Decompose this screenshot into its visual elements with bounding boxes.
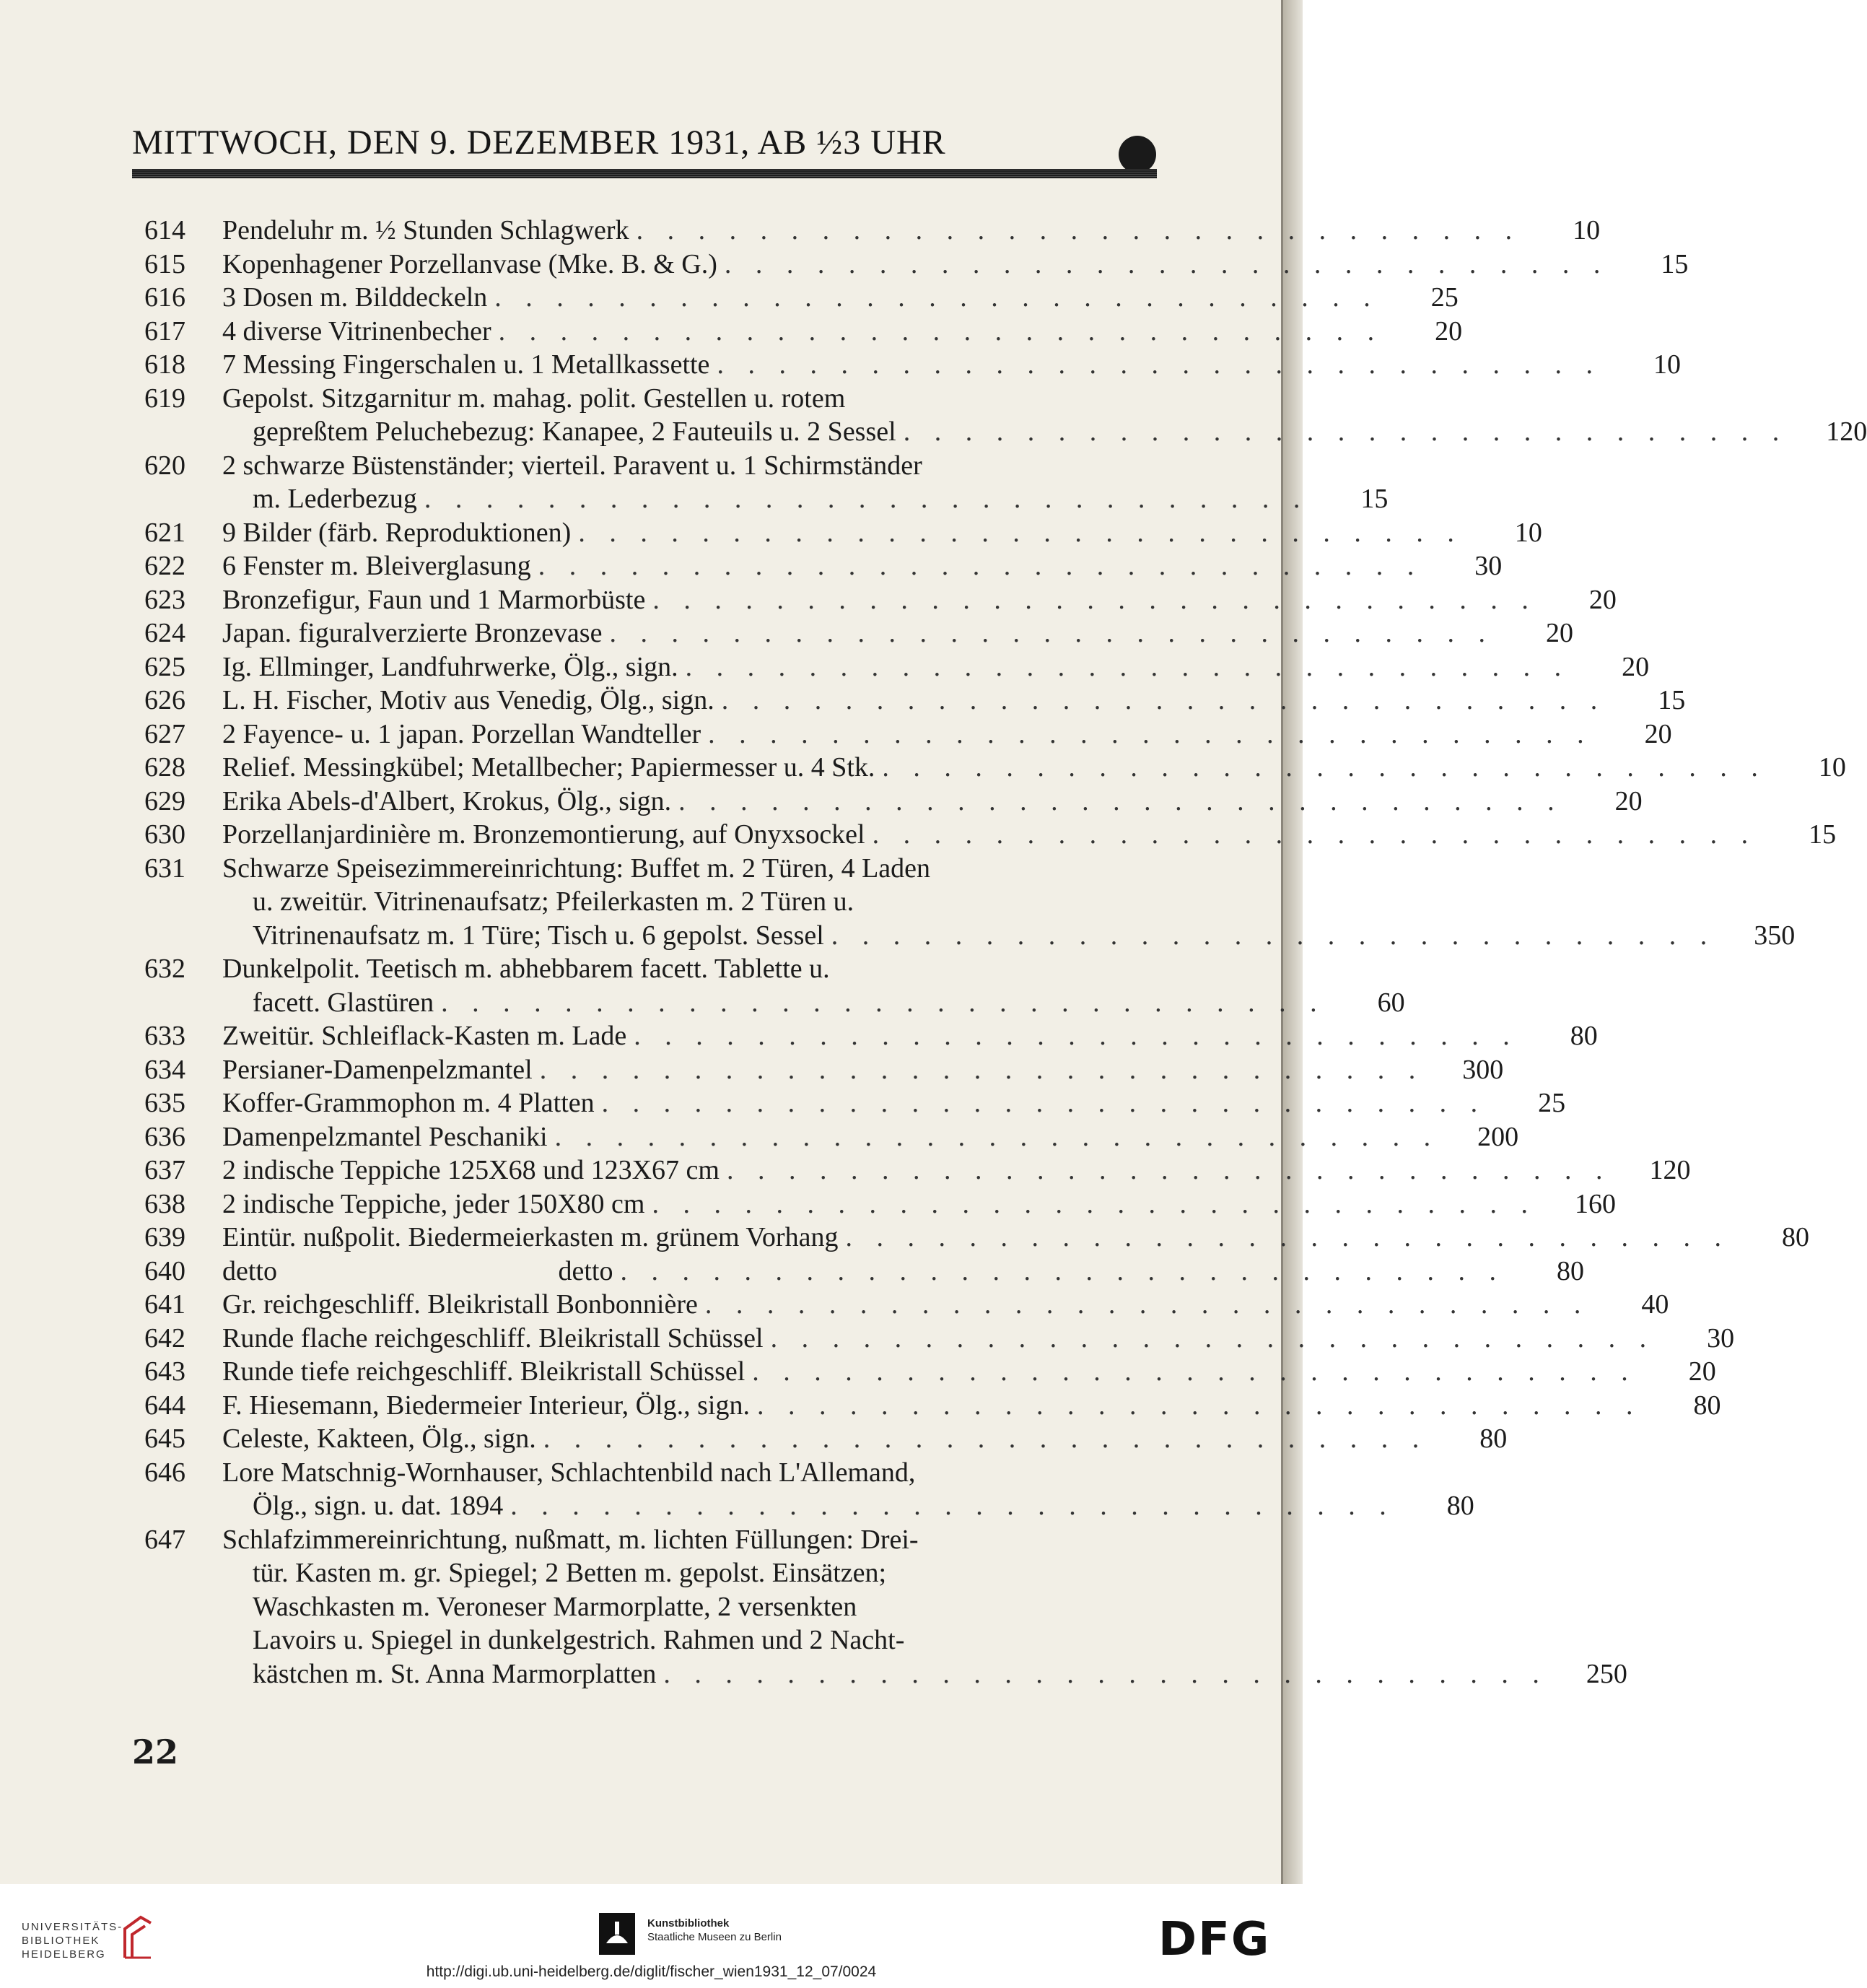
dot-leader: . . . . . . . . . . . . . . . . . . . . . . . . . . . . . [663, 1658, 1548, 1689]
lot-description [222, 818, 1837, 852]
lot-number: 629 [144, 785, 185, 816]
lot-number: 641 [144, 1289, 185, 1320]
lot-row [144, 1288, 1669, 1322]
lot-description-line: Bronzefigur, Faun und 1 Marmorbüste [222, 584, 646, 615]
dot-leader: . . . . . . . . . . . . . . . . . . . . . . . . . . . . . [543, 1424, 1428, 1454]
lot-description [222, 248, 1689, 282]
lot-number: 615 [144, 248, 185, 279]
lot-price: 80 [1570, 1021, 1598, 1051]
lot-price: 20 [1644, 718, 1672, 749]
dot-leader: . . . . . . . . . . . . . . . . . . . . . . . . . . . . . [494, 282, 1379, 313]
lot-description-line: 3 Dosen m. Bilddeckeln [222, 282, 488, 313]
dot-leader: . . . . . . . . . . . . . . . . . . . . . . . . . . . . . [538, 551, 1423, 581]
header-ornament-icon [1119, 136, 1156, 173]
lot-description-last-line [222, 785, 1643, 819]
dot-leader: . . . . . . . . . . . . . . . . . . . . . . . . . . . . . [756, 1390, 1642, 1421]
dot-leader: . . . . . . . . . . . . . . . . . . . . . . . . . . . . . [652, 584, 1537, 615]
kunstbibliothek-logo-icon [599, 1913, 635, 1955]
lot-description-last-line [222, 516, 1542, 550]
lot-number: 642 [144, 1322, 185, 1353]
lot-row [144, 1389, 1721, 1423]
lot-number: 625 [144, 651, 185, 682]
dot-leader: . . . . . . . . . . . . . . . . . . . . . . . . . . . . . [872, 819, 1757, 850]
lot-price: 120 [1826, 417, 1867, 447]
lot-description [222, 1187, 1616, 1221]
lot-row [144, 248, 1689, 282]
lot-description [222, 1019, 1598, 1053]
lot-number: 646 [144, 1457, 185, 1488]
lot-number: 634 [144, 1054, 185, 1085]
lot-row [144, 516, 1542, 550]
lot-row [144, 1086, 1566, 1120]
lot-price: 350 [1754, 920, 1796, 951]
lot-description [222, 751, 1846, 785]
lot-description-line: 2 schwarze Büstenständer; vierteil. Paravent u. 1 Schirmständer [222, 450, 922, 481]
lot-description [222, 214, 1601, 248]
dot-leader: . . . . . . . . . . . . . . . . . . . . . . . . . . . . . [724, 248, 1609, 279]
lot-description-last-line [222, 1086, 1566, 1120]
lot-description-line: Pendeluhr m. ½ Stunden Schlagwerk [222, 215, 629, 245]
lot-number: 644 [144, 1390, 185, 1421]
lot-number: 616 [144, 282, 185, 313]
lot-description-line: Runde flache reichgeschliff. Bleikristall Schüssel [222, 1322, 764, 1353]
dot-leader: . . . . . . . . . . . . . . . . . . . . . . . . . . . . . [634, 1021, 1518, 1051]
lot-price: 25 [1538, 1088, 1566, 1118]
lot-price: 20 [1545, 618, 1573, 648]
lot-row [144, 1355, 1716, 1389]
lot-description-line: Eintür. nußpolit. Biedermeierkasten m. grünem Vorhang [222, 1222, 839, 1252]
lot-row [144, 315, 1463, 349]
lot-description-line: 2 Fayence- u. 1 japan. Porzellan Wandteller [222, 718, 701, 749]
lot-number: 618 [144, 349, 185, 380]
lot-number: 621 [144, 517, 185, 548]
lot-price: 15 [1360, 484, 1389, 514]
lot-row [144, 1456, 1474, 1523]
lot-number: 635 [144, 1088, 185, 1118]
dot-leader: . . . . . . . . . . . . . . . . . . . . . . . . . . . . . [554, 1121, 1440, 1152]
lot-description [222, 785, 1643, 819]
lot-price: 80 [1693, 1390, 1721, 1421]
lot-description-last-line [222, 1154, 1691, 1187]
lot-price: 30 [1707, 1322, 1735, 1353]
dot-leader: . . . . . . . . . . . . . . . . . . . . . . . . . . . . . [601, 1088, 1487, 1118]
lot-description [222, 684, 1686, 718]
kunstbibliothek-logo-text[interactable] [647, 1917, 782, 1944]
lot-description [222, 315, 1463, 349]
lot-row [144, 1422, 1508, 1456]
lot-number: 645 [144, 1424, 185, 1454]
page-header: MITTWOCH, DEN 9. DEZEMBER 1931, AB ½3 UHR [132, 123, 946, 162]
university-line: BIBLIOTHEK [22, 1935, 100, 1947]
lot-description-line: 2 indische Teppiche, jeder 150X80 cm [222, 1188, 645, 1219]
lot-description-last-line [222, 1322, 1735, 1356]
lot-description [222, 1053, 1504, 1087]
lot-description-line: Vitrinenaufsatz m. 1 Türe; Tisch u. 6 gepolst. Sessel [253, 920, 824, 951]
dot-leader: . . . . . . . . . . . . . . . . . . . . . . . . . . . . . [831, 920, 1716, 951]
lot-description [222, 1523, 1627, 1691]
lot-number: 620 [144, 450, 185, 481]
lot-description-last-line [222, 986, 1405, 1020]
lot-description-line: Gr. reichgeschliff. Bleikristall Bonbonnière [222, 1289, 698, 1320]
dot-leader: . . . . . . . . . . . . . . . . . . . . . . . . . . . . . [704, 1289, 1590, 1320]
lot-description [222, 1422, 1508, 1456]
lot-description [222, 1355, 1716, 1389]
lot-description [222, 1456, 1474, 1523]
lot-description [222, 718, 1672, 751]
dot-leader: . . . . . . . . . . . . . . . . . . . . . . . . . . . . . [882, 752, 1767, 782]
university-logo-icon [119, 1913, 155, 1963]
lot-price: 20 [1614, 785, 1643, 816]
lot-description [222, 516, 1542, 550]
lot-description-last-line [222, 315, 1463, 349]
lot-price: 20 [1588, 584, 1617, 615]
lot-row [144, 382, 1867, 449]
lot-description-line: Runde tiefe reichgeschliff. Bleikristall Schüssel [222, 1356, 746, 1387]
dot-leader: . . . . . . . . . . . . . . . . . . . . . . . . . . . . . [652, 1188, 1536, 1219]
lot-description-last-line [222, 1288, 1669, 1322]
lot-description-last-line [222, 919, 1796, 953]
source-url[interactable]: http://digi.ub.uni-heidelberg.de/diglit/fischer_wien1931_12_07/0024 [426, 1963, 877, 1980]
lot-description-line: Lavoirs u. Spiegel in dunkelgestrich. Rahmen und 2 Nacht- [253, 1625, 905, 1655]
lot-number: 637 [144, 1155, 185, 1185]
lot-row [144, 684, 1686, 718]
lot-description-line: tür. Kasten m. gr. Spiegel; 2 Betten m. gepolst. Einsätzen; [253, 1558, 887, 1588]
lot-number: 643 [144, 1356, 185, 1387]
lot-row [144, 214, 1601, 248]
lot-description-last-line [222, 1221, 1809, 1255]
dot-leader: . . . . . . . . . . . . . . . . . . . . . . . . . . . . . [510, 1491, 1395, 1521]
lot-row [144, 549, 1503, 583]
lot-description [222, 449, 1389, 516]
lot-row [144, 818, 1837, 852]
lot-price: 20 [1435, 315, 1463, 346]
lot-description [222, 348, 1681, 382]
lot-price: 300 [1462, 1054, 1504, 1085]
lot-description-line: Celeste, Kakteen, Ölg., sign. [222, 1424, 536, 1454]
lot-price: 80 [1781, 1222, 1809, 1252]
kunstbibliothek-title: Kunstbibliothek [647, 1917, 730, 1930]
lot-price: 160 [1574, 1188, 1616, 1219]
university-logo-text[interactable] [22, 1920, 123, 1961]
lot-number: 617 [144, 315, 185, 346]
lot-description-last-line [222, 650, 1650, 684]
dot-leader: . . . . . . . . . . . . . . . . . . . . . . . . . . . . . [441, 987, 1326, 1018]
lot-description-line: Porzellanjardinière m. Bronzemontierung, auf Onyxsockel [222, 819, 865, 850]
lot-description-line: Japan. figuralverzierte Bronzevase [222, 618, 603, 648]
lot-row [144, 616, 1573, 650]
lot-row [144, 1523, 1627, 1691]
lot-description-line: 4 diverse Vitrinenbecher [222, 315, 491, 346]
lot-price: 15 [1809, 819, 1837, 850]
lot-description-line: Schwarze Speisezimmereinrichtung: Buffet m. 2 Türen, 4 Laden [222, 853, 931, 884]
lot-row [144, 348, 1681, 382]
lot-row [144, 1221, 1809, 1255]
lot-description-line: kästchen m. St. Anna Marmorplatten [253, 1658, 657, 1689]
lot-description-last-line [222, 1422, 1508, 1456]
dot-leader: . . . . . . . . . . . . . . . . . . . . . . . . . . . . . [717, 349, 1601, 380]
lot-description-last-line [222, 583, 1617, 617]
dot-leader: . . . . . . . . . . . . . . . . . . . . . . . . . . . . . [620, 1255, 1505, 1286]
header-rule [132, 169, 1157, 178]
dot-leader: . . . . . . . . . . . . . . . . . . . . . . . . . . . . . [903, 417, 1788, 447]
lot-number: 623 [144, 584, 185, 615]
dot-leader: . . . . . . . . . . . . . . . . . . . . . . . . . . . . . [721, 685, 1606, 715]
lot-description [222, 1255, 1584, 1289]
lot-price: 20 [1622, 651, 1650, 682]
lot-description-line: Ölg., sign. u. dat. 1894 [253, 1491, 504, 1521]
lot-number: 647 [144, 1524, 185, 1555]
lot-description-line: Schlafzimmereinrichtung, nußmatt, m. lichten Füllungen: Drei- [222, 1524, 919, 1555]
lot-number: 636 [144, 1121, 185, 1152]
lot-description-line: facett. Glastüren [253, 987, 434, 1018]
lot-number: 628 [144, 752, 185, 782]
lot-description-line: 7 Messing Fingerschalen u. 1 Metallkassette [222, 349, 710, 380]
dot-leader: . . . . . . . . . . . . . . . . . . . . . . . . . . . . . [498, 315, 1383, 346]
lot-price: 15 [1658, 685, 1686, 715]
lot-number: 631 [144, 853, 185, 884]
lot-price: 15 [1661, 248, 1689, 279]
lot-list [144, 214, 1867, 1691]
lot-description-line: F. Hiesemann, Biedermeier Interieur, Ölg., sign. [222, 1390, 750, 1421]
lot-description-last-line [222, 616, 1573, 650]
lot-description-last-line [222, 1657, 1627, 1691]
lot-description-line: Gepolst. Sitzgarnitur m. mahag. polit. Gestellen u. rotem [222, 383, 846, 414]
lot-price: 25 [1430, 282, 1459, 313]
lot-description [222, 281, 1459, 315]
lot-description [222, 1154, 1691, 1187]
lot-description-line: Persianer-Damenpelzmantel [222, 1054, 533, 1085]
lot-row [144, 449, 1389, 516]
dot-leader: . . . . . . . . . . . . . . . . . . . . . . . . . . . . . [539, 1054, 1425, 1085]
lot-number: 622 [144, 551, 185, 581]
lot-number: 638 [144, 1188, 185, 1219]
lot-description-last-line [222, 248, 1689, 282]
dot-leader: . . . . . . . . . . . . . . . . . . . . . . . . . . . . . [636, 215, 1521, 245]
lot-description-line: Ig. Ellminger, Landfuhrwerke, Ölg., sign. [222, 651, 678, 682]
lot-row [144, 1019, 1598, 1053]
lot-description-last-line [222, 415, 1867, 449]
lot-description-line: 2 indische Teppiche 125X68 und 123X67 cm [222, 1155, 720, 1185]
lot-description-last-line [222, 751, 1846, 785]
lot-description-line: Dunkelpolit. Teetisch m. abhebbarem facett. Tablette u. [222, 954, 830, 984]
lot-description-line: detto detto [222, 1255, 613, 1286]
lot-description-line: L. H. Fischer, Motiv aus Venedig, Ölg., sign. [222, 685, 714, 715]
lot-description-last-line [222, 1053, 1504, 1087]
dot-leader: . . . . . . . . . . . . . . . . . . . . . . . . . . . . . [752, 1356, 1637, 1387]
lot-row [144, 281, 1459, 315]
lot-price: 120 [1649, 1155, 1691, 1185]
lot-price: 60 [1377, 987, 1405, 1018]
lot-description-last-line [222, 482, 1389, 516]
lot-description-line: u. zweitür. Vitrinenaufsatz; Pfeilerkasten m. 2 Türen u. [253, 886, 854, 917]
lot-description-last-line [222, 281, 1459, 315]
lot-row [144, 1322, 1735, 1356]
lot-price: 80 [1479, 1424, 1508, 1454]
lot-description-line: 6 Fenster m. Bleiverglasung [222, 551, 531, 581]
lot-number: 614 [144, 215, 185, 245]
lot-description-last-line [222, 549, 1503, 583]
lot-number: 624 [144, 618, 185, 648]
lot-description-line: Lore Matschnig-Wornhauser, Schlachtenbild nach L'Allemand, [222, 1457, 916, 1488]
dot-leader: . . . . . . . . . . . . . . . . . . . . . . . . . . . . . [708, 718, 1593, 749]
lot-description [222, 1288, 1669, 1322]
lot-description-last-line [222, 1255, 1584, 1289]
lot-number: 619 [144, 383, 185, 414]
lot-description [222, 852, 1796, 953]
lot-description [222, 549, 1503, 583]
lot-description-last-line [222, 818, 1837, 852]
lot-number: 632 [144, 954, 185, 984]
lot-description-last-line [222, 1019, 1598, 1053]
lot-description [222, 616, 1573, 650]
lot-description-last-line [222, 1489, 1474, 1523]
lot-description [222, 952, 1405, 1019]
lot-row [144, 650, 1650, 684]
dot-leader: . . . . . . . . . . . . . . . . . . . . . . . . . . . . . [678, 785, 1563, 816]
lot-price: 250 [1586, 1658, 1627, 1689]
lot-description-last-line [222, 214, 1601, 248]
lot-description-last-line [222, 684, 1686, 718]
dot-leader: . . . . . . . . . . . . . . . . . . . . . . . . . . . . . [685, 651, 1570, 682]
lot-price: 10 [1514, 517, 1542, 548]
lot-row [144, 1187, 1616, 1221]
lot-price: 20 [1688, 1356, 1716, 1387]
lot-description-last-line [222, 1389, 1721, 1423]
lot-row [144, 852, 1796, 953]
lot-description-line: Zweitür. Schleiflack-Kasten m. Lade [222, 1021, 627, 1051]
lot-description [222, 583, 1617, 617]
dot-leader: . . . . . . . . . . . . . . . . . . . . . . . . . . . . . [609, 618, 1494, 648]
lot-row [144, 583, 1617, 617]
lot-description-line: Relief. Messingkübel; Metallbecher; Papiermesser u. 4 Stk. [222, 752, 875, 782]
lot-number: 639 [144, 1222, 185, 1252]
lot-row [144, 1154, 1691, 1187]
lot-description [222, 1389, 1721, 1423]
lot-description-last-line [222, 1120, 1519, 1154]
lot-description-line: Damenpelzmantel Peschaniki [222, 1121, 548, 1152]
lot-description-line: m. Lederbezug [253, 484, 417, 514]
lot-description [222, 1120, 1519, 1154]
lot-row [144, 1120, 1519, 1154]
lot-price: 200 [1477, 1121, 1519, 1152]
lot-number: 627 [144, 718, 185, 749]
lot-description-line: Erika Abels-d'Albert, Krokus, Ölg., sign. [222, 785, 672, 816]
lot-row [144, 1255, 1584, 1289]
lot-row [144, 1053, 1504, 1087]
lot-row [144, 751, 1846, 785]
lot-row [144, 952, 1405, 1019]
lot-description-line: Koffer-Grammophon m. 4 Platten [222, 1088, 595, 1118]
lot-price: 30 [1474, 551, 1503, 581]
lot-price: 40 [1641, 1289, 1669, 1320]
lot-description [222, 1086, 1566, 1120]
lot-price: 10 [1653, 349, 1681, 380]
lot-description-last-line [222, 1355, 1716, 1389]
university-line: HEIDELBERG [22, 1948, 106, 1961]
lot-number: 626 [144, 685, 185, 715]
lot-price: 80 [1446, 1491, 1474, 1521]
dot-leader: . . . . . . . . . . . . . . . . . . . . . . . . . . . . . [424, 484, 1309, 514]
lot-price: 10 [1573, 215, 1601, 245]
lot-description-last-line [222, 718, 1672, 751]
lot-description [222, 382, 1867, 449]
lot-description-line: gepreßtem Peluchebezug: Kanapee, 2 Fauteuils u. 2 Sessel [253, 417, 896, 447]
lot-number: 630 [144, 819, 185, 850]
lot-description-last-line [222, 348, 1681, 382]
lot-description [222, 650, 1650, 684]
lot-description-line: Kopenhagener Porzellanvase (Mke. B. & G.) [222, 248, 717, 279]
lot-price: 10 [1818, 752, 1846, 782]
lot-description-last-line [222, 1187, 1616, 1221]
lot-number: 640 [144, 1255, 185, 1286]
dfg-logo[interactable]: DFG [1158, 1913, 1271, 1966]
lot-description [222, 1221, 1809, 1255]
dot-leader: . . . . . . . . . . . . . . . . . . . . . . . . . . . . . [578, 517, 1463, 548]
lot-description-line: 9 Bilder (färb. Reproduktionen) [222, 517, 572, 548]
lot-row [144, 718, 1672, 751]
university-line: UNIVERSITÄTS- [22, 1921, 123, 1933]
kunstbibliothek-subtitle: Staatliche Museen zu Berlin [647, 1931, 782, 1943]
dot-leader: . . . . . . . . . . . . . . . . . . . . . . . . . . . . . [845, 1222, 1730, 1252]
lot-number: 633 [144, 1021, 185, 1051]
dot-leader: . . . . . . . . . . . . . . . . . . . . . . . . . . . . . [770, 1322, 1656, 1353]
dot-leader: . . . . . . . . . . . . . . . . . . . . . . . . . . . . . [726, 1155, 1612, 1185]
lot-description-line: Waschkasten m. Veroneser Marmorplatte, 2 versenkten [253, 1591, 857, 1622]
lot-description [222, 1322, 1735, 1356]
lot-row [144, 785, 1643, 819]
lot-price: 80 [1556, 1255, 1584, 1286]
page-number: 22 [132, 1732, 179, 1771]
